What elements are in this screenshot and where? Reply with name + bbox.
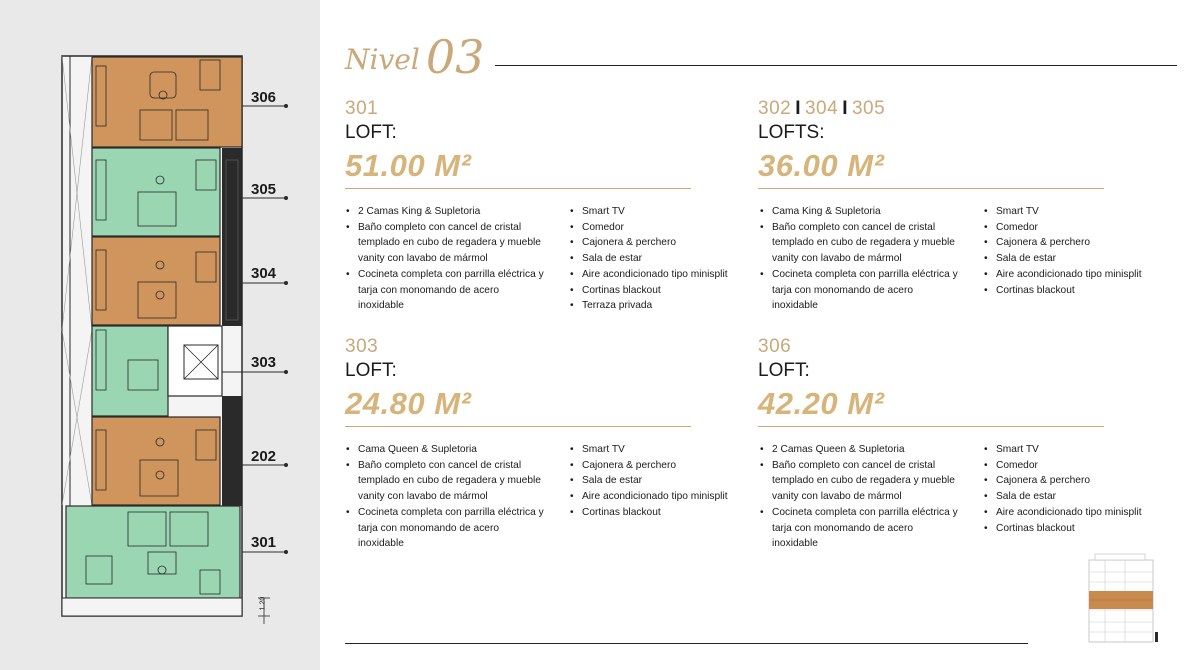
unit-area: 42.20 M² bbox=[758, 386, 885, 421]
feature-item: • Smart TV bbox=[570, 442, 750, 458]
feature-item: • Baño completo con cancel de cristal templado en cubo de regadera y mueble vanity con lavabo de mármol bbox=[346, 220, 546, 267]
unit-type: LOFTS: bbox=[758, 122, 825, 143]
feature-item: • Aire acondicionado tipo minisplit bbox=[984, 505, 1164, 521]
unit-block-303 bbox=[345, 336, 691, 427]
feature-item: • Cajonera & perchero bbox=[570, 235, 750, 251]
unit-area: 36.00 M² bbox=[758, 148, 885, 183]
feature-item: • Smart TV bbox=[570, 204, 750, 220]
features-left-306 bbox=[760, 442, 960, 552]
unit-type: LOFT: bbox=[345, 360, 397, 381]
feature-item: • Baño completo con cancel de cristal templado en cubo de regadera y mueble vanity con lavabo de mármol bbox=[760, 458, 960, 505]
unit-area: 51.00 M² bbox=[345, 148, 472, 183]
plan-label-305: 305 bbox=[251, 181, 277, 198]
unit-numbers bbox=[345, 98, 691, 120]
feature-item: • Baño completo con cancel de cristal templado en cubo de regadera y mueble vanity con lavabo de mármol bbox=[760, 220, 960, 267]
feature-item: • 2 Camas Queen & Supletoria bbox=[760, 442, 960, 458]
feature-item: • 2 Camas King & Supletoria bbox=[346, 204, 546, 220]
plan-label-303: 303 bbox=[251, 354, 277, 371]
unit-type: LOFT: bbox=[758, 360, 810, 381]
feature-item: • Baño completo con cancel de cristal templado en cubo de regadera y mueble vanity con lavabo de mármol bbox=[346, 458, 546, 505]
feature-item: • Cortinas blackout bbox=[570, 505, 750, 521]
feature-item: • Sala de estar bbox=[570, 473, 750, 489]
unit-304-area bbox=[92, 237, 220, 325]
unit-306-area bbox=[92, 57, 242, 147]
unit-divider bbox=[758, 188, 1104, 189]
feature-item: • Aire acondicionado tipo minisplit bbox=[570, 267, 750, 283]
feature-item: • Aire acondicionado tipo minisplit bbox=[570, 489, 750, 505]
plan-label-301: 301 bbox=[251, 534, 277, 551]
title-divider bbox=[495, 65, 1177, 66]
unit-divider bbox=[345, 188, 691, 189]
plan-label-202: 202 bbox=[251, 448, 277, 465]
feature-item: • Comedor bbox=[570, 220, 750, 236]
feature-item: • Cama Queen & Supletoria bbox=[346, 442, 546, 458]
features-right-302 bbox=[984, 204, 1164, 298]
unit-303-area bbox=[92, 326, 168, 416]
feature-item: • Cajonera & perchero bbox=[984, 473, 1164, 489]
feature-item: • Cocineta completa con parrilla eléctrica y tarja con monomando de acero inoxidable bbox=[346, 505, 546, 552]
feature-item: • Cocineta completa con parrilla eléctrica y tarja con monomando de acero inoxidable bbox=[760, 505, 960, 552]
features-left-303 bbox=[346, 442, 546, 552]
feature-item: • Cortinas blackout bbox=[570, 283, 750, 299]
unit-block-302-304-305 bbox=[758, 98, 1104, 189]
feature-item: • Comedor bbox=[984, 220, 1164, 236]
unit-divider bbox=[758, 426, 1104, 427]
feature-item: • Smart TV bbox=[984, 442, 1164, 458]
features-right-303 bbox=[570, 442, 750, 521]
unit-type: LOFT: bbox=[345, 122, 397, 143]
feature-item: • Cajonera & perchero bbox=[570, 458, 750, 474]
unit-numbers bbox=[758, 98, 1104, 120]
unit-divider bbox=[345, 426, 691, 427]
feature-item: • Smart TV bbox=[984, 204, 1164, 220]
feature-item: • Cortinas blackout bbox=[984, 521, 1164, 537]
unit-numbers bbox=[345, 336, 691, 358]
plan-label-304: 304 bbox=[251, 265, 277, 282]
title-number: 03 bbox=[425, 30, 485, 84]
unit-number: 301 bbox=[345, 98, 379, 119]
feature-item: • Sala de estar bbox=[570, 251, 750, 267]
features-left-301 bbox=[346, 204, 546, 314]
unit-separator: I bbox=[795, 98, 801, 119]
unit-block-301 bbox=[345, 98, 691, 189]
page-title bbox=[345, 26, 485, 84]
unit-area: 24.80 M² bbox=[345, 386, 472, 421]
unit-separator: I bbox=[842, 98, 848, 119]
feature-item: • Cocineta completa con parrilla eléctrica y tarja con monomando de acero inoxidable bbox=[346, 267, 546, 314]
unit-number: 306 bbox=[758, 336, 792, 357]
feature-item: • Cocineta completa con parrilla eléctrica y tarja con monomando de acero inoxidable bbox=[760, 267, 960, 314]
feature-item: • Cajonera & perchero bbox=[984, 235, 1164, 251]
features-right-301 bbox=[570, 204, 750, 314]
building-elevation-thumbnail bbox=[1085, 552, 1165, 647]
feature-item: • Comedor bbox=[984, 458, 1164, 474]
floor-plan-panel bbox=[0, 0, 320, 670]
unit-block-306 bbox=[758, 336, 1104, 427]
service-shaft bbox=[222, 148, 242, 326]
unit-number: 303 bbox=[345, 336, 379, 357]
dimension-note: 1.20 bbox=[259, 596, 267, 611]
feature-item: • Cama King & Supletoria bbox=[760, 204, 960, 220]
bottom-divider bbox=[345, 643, 1028, 644]
feature-item: • Aire acondicionado tipo minisplit bbox=[984, 267, 1164, 283]
unit-number: 304 bbox=[804, 98, 839, 119]
title-word: Nivel bbox=[345, 43, 420, 76]
unit-number: 305 bbox=[851, 98, 886, 119]
features-left-302 bbox=[760, 204, 960, 314]
feature-item: • Sala de estar bbox=[984, 251, 1164, 267]
feature-item: • Terraza privada bbox=[570, 298, 750, 314]
feature-item: • Sala de estar bbox=[984, 489, 1164, 505]
feature-item: • Cortinas blackout bbox=[984, 283, 1164, 299]
plan-label-306: 306 bbox=[251, 89, 277, 106]
unit-number: 302 bbox=[758, 98, 792, 119]
stair-core bbox=[168, 326, 222, 396]
features-right-306 bbox=[984, 442, 1164, 536]
unit-numbers bbox=[758, 336, 1104, 358]
